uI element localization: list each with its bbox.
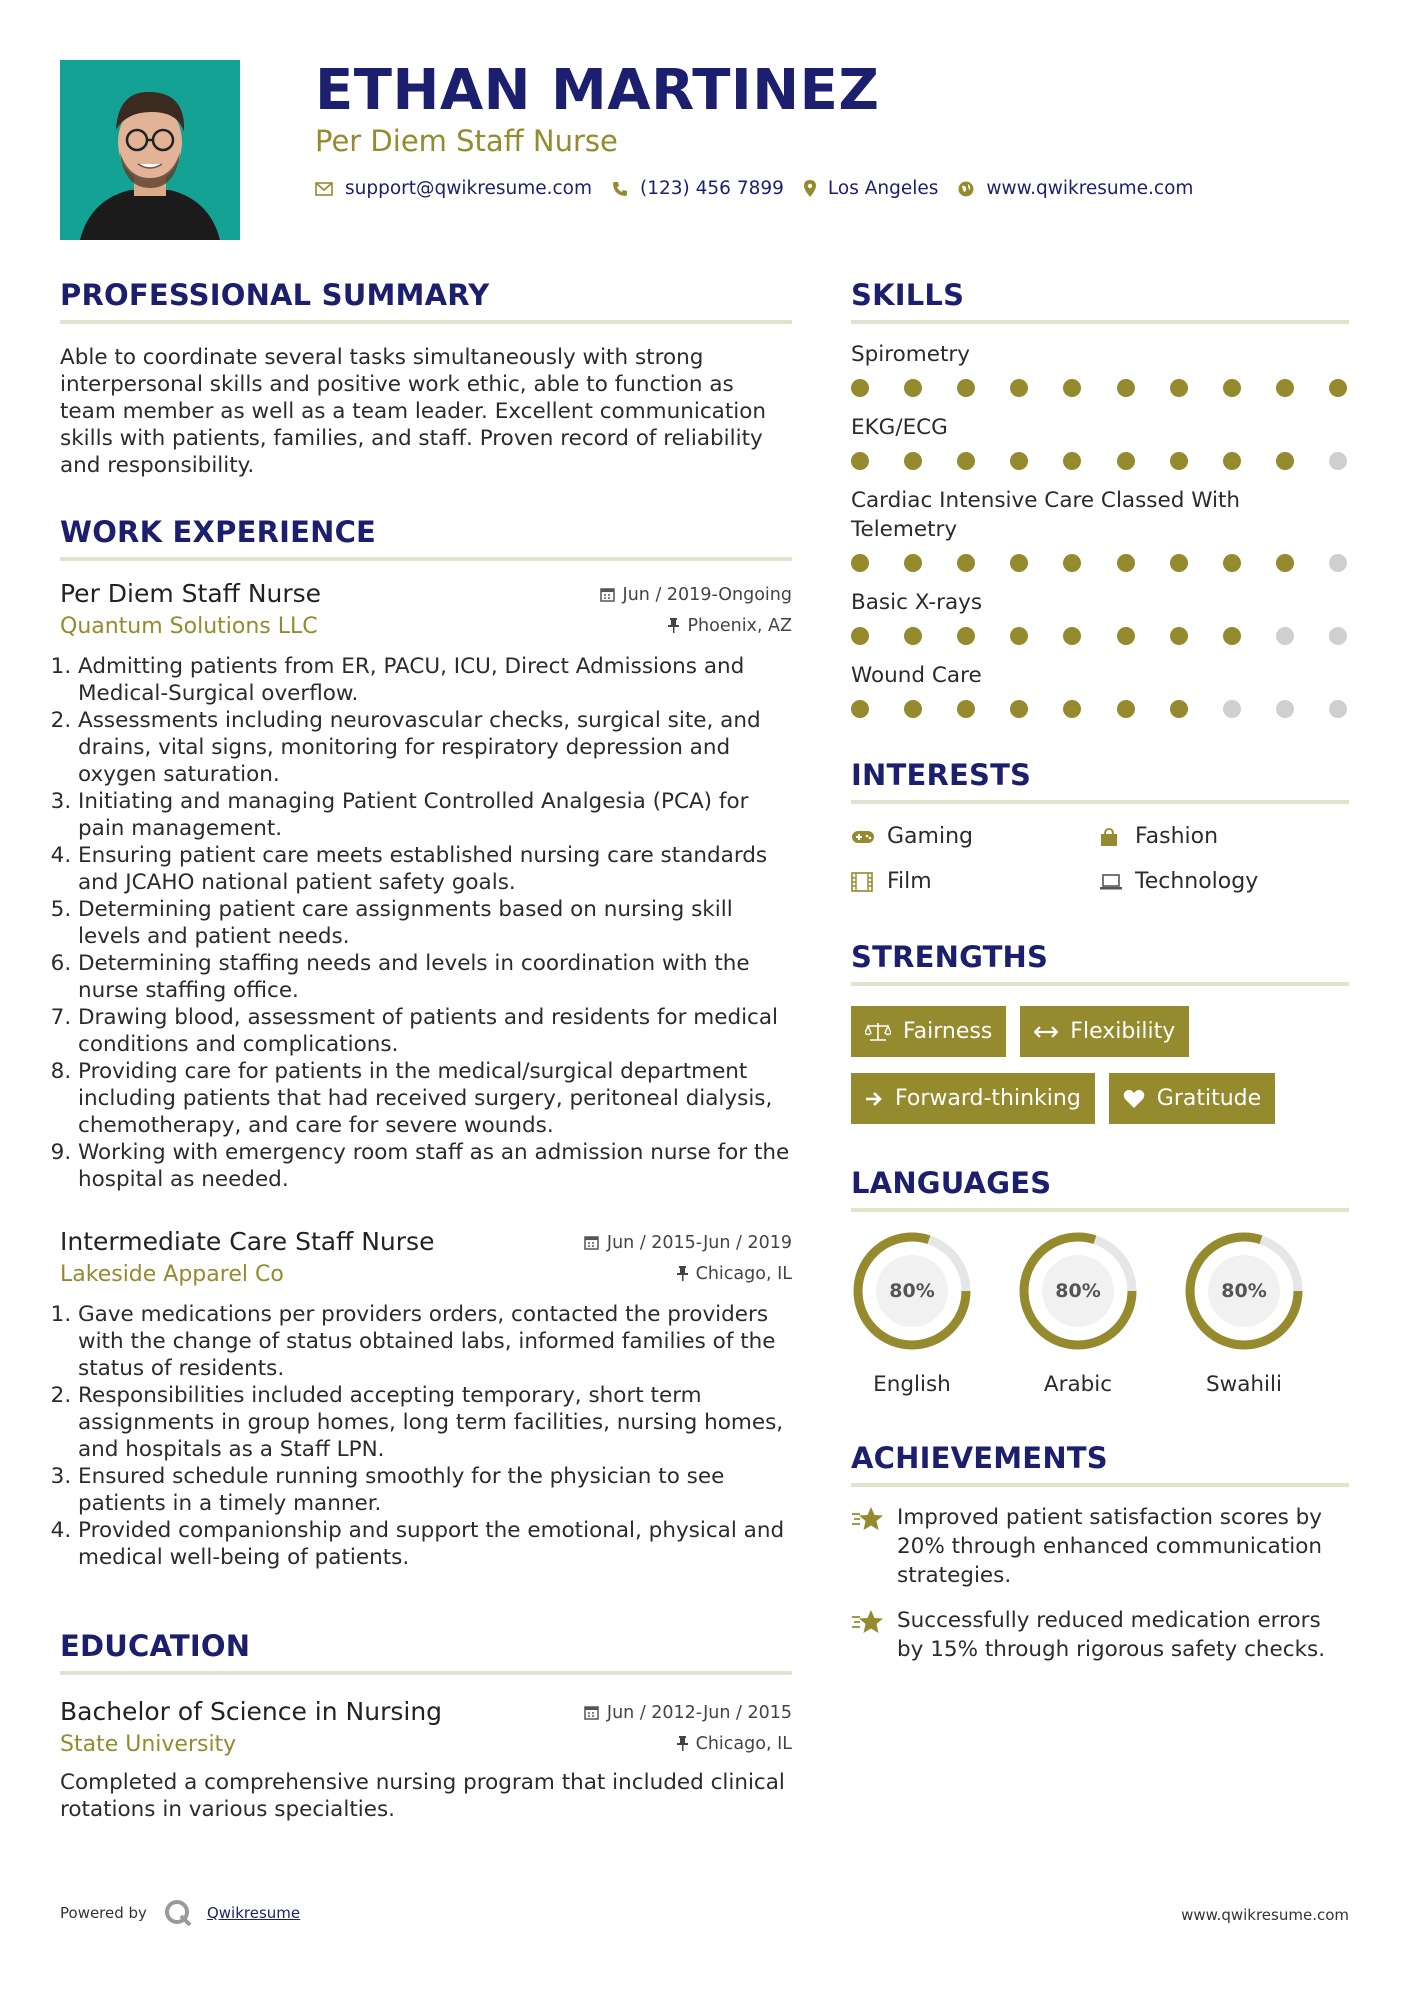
interest-item	[851, 824, 1099, 849]
job-location	[677, 1264, 792, 1284]
list-item: 2. Assessments including neurovascular checks, surgical site, and drains, vital signs, monitoring for respiratory depression and oxygen saturation.	[78, 707, 792, 788]
interest-item	[1099, 869, 1347, 894]
list-item: 8. Providing care for patients in the medical/surgical department including patients that had received surgery, peritoneal dialysis, chemotherapy, and care for severe wounds.	[78, 1058, 792, 1139]
list-item: 3. Ensured schedule running smoothly for the physician to see patients in a timely manner.	[78, 1463, 792, 1517]
strength-label: Forward-thinking	[895, 1086, 1081, 1111]
pin-icon	[677, 1736, 688, 1751]
star-icon	[851, 1606, 897, 1664]
languages-section	[851, 1166, 1349, 1397]
skill-item	[851, 661, 1349, 718]
language-percent: 80%	[1055, 1280, 1101, 1302]
degree-title: Bachelor of Science in Nursing	[60, 1697, 443, 1726]
rating-dot-filled	[1063, 554, 1081, 572]
rating-dot-filled	[1329, 379, 1347, 397]
contact-location	[804, 178, 939, 199]
rating-dot-filled	[1010, 554, 1028, 572]
strength-tag	[851, 1073, 1095, 1124]
language-progress-ring	[1017, 1230, 1139, 1352]
skill-rating	[851, 554, 1349, 572]
strength-label: Fairness	[903, 1019, 993, 1044]
skills-section	[851, 278, 1349, 718]
achievement-text: Successfully reduced medication errors by 15% through rigorous safety checks.	[897, 1608, 1326, 1662]
arrow-right-icon	[865, 1091, 883, 1107]
job-dates-text: Jun / 2019-Ongoing	[622, 584, 792, 605]
summary-section	[60, 278, 792, 479]
list-item: 5. Determining patient care assignments based on nursing skill levels and patient needs.	[78, 896, 792, 950]
rating-dot-filled	[1010, 700, 1028, 718]
language-name: English	[873, 1372, 951, 1397]
interest-label: Gaming	[887, 824, 973, 849]
calendar-icon	[600, 587, 615, 602]
skill-name: Cardiac Intensive Care Classed With Telemetry	[851, 488, 1241, 542]
rating-dot-filled	[1276, 554, 1294, 572]
rating-dot-filled	[851, 627, 869, 645]
calendar-icon	[584, 1705, 599, 1720]
rating-dot-filled	[1223, 554, 1241, 572]
strength-tag	[1020, 1006, 1189, 1057]
left-column	[60, 278, 792, 1823]
school-name: State University	[60, 1732, 237, 1757]
language-percent: 80%	[1221, 1280, 1267, 1302]
job-dates-text: Jun / 2015-Jun / 2019	[606, 1232, 792, 1253]
strength-tag	[851, 1006, 1006, 1057]
rating-dot-filled	[1117, 452, 1135, 470]
achievement-item	[851, 1503, 1349, 1590]
rating-dot-filled	[1063, 627, 1081, 645]
arrows-horizontal-icon	[1034, 1026, 1058, 1038]
interest-label: Film	[887, 869, 932, 894]
email-text: support@qwikresume.com	[345, 178, 592, 199]
star-icon	[851, 1503, 897, 1590]
company-name: Quantum Solutions LLC	[60, 614, 318, 639]
skill-name: Wound Care	[851, 663, 982, 688]
strengths-heading: STRENGTHS	[851, 940, 1349, 986]
rating-dot-filled	[851, 379, 869, 397]
rating-dot-filled	[957, 554, 975, 572]
list-item: 2. Responsibilities included accepting temporary, short term assignments in group homes, long term facilities, nursing homes, and hospitals as a Staff LPN.	[78, 1382, 792, 1463]
contact-bar	[315, 178, 1213, 199]
rating-dot-filled	[1010, 627, 1028, 645]
rating-dot-filled	[1170, 554, 1188, 572]
rating-dot-filled	[1276, 452, 1294, 470]
skill-rating	[851, 627, 1349, 645]
calendar-icon	[584, 1235, 599, 1250]
interests-section	[851, 758, 1349, 894]
job-bullets	[60, 1301, 792, 1571]
laptop-icon	[1099, 874, 1135, 890]
balance-scale-icon	[865, 1022, 891, 1042]
achievement-text: Improved patient satisfaction scores by 20% through enhanced communication strategies.	[897, 1505, 1323, 1588]
job-entry	[60, 1227, 792, 1571]
strength-label: Gratitude	[1156, 1086, 1262, 1111]
job-location-text: Chicago, IL	[695, 1263, 792, 1284]
languages-list	[851, 1230, 1349, 1397]
rating-dot-filled	[1063, 452, 1081, 470]
rating-dot-filled	[904, 554, 922, 572]
rating-dot-filled	[1117, 627, 1135, 645]
rating-dot-filled	[1117, 554, 1135, 572]
contact-phone[interactable]	[612, 178, 784, 199]
contact-website[interactable]	[958, 178, 1193, 199]
rating-dot-empty	[1276, 700, 1294, 718]
footer-powered-by	[60, 1898, 300, 1928]
language-item	[1017, 1230, 1183, 1397]
rating-dot-filled	[957, 700, 975, 718]
job-title: Per Diem Staff Nurse	[60, 579, 322, 608]
phone-text: (123) 456 7899	[640, 178, 784, 199]
globe-icon	[958, 181, 974, 197]
skill-rating	[851, 700, 1349, 718]
list-item: 3. Initiating and managing Patient Controlled Analgesia (PCA) for pain management.	[78, 788, 792, 842]
brand-link[interactable]: Qwikresume	[206, 1904, 301, 1922]
rating-dot-filled	[1223, 627, 1241, 645]
language-progress-ring	[1183, 1230, 1305, 1352]
languages-heading: LANGUAGES	[851, 1166, 1349, 1212]
rating-dot-empty	[1329, 554, 1347, 572]
rating-dot-empty	[1329, 452, 1347, 470]
pin-icon	[677, 1266, 688, 1281]
skill-item	[851, 486, 1349, 572]
list-item: 9. Working with emergency room staff as an admission nurse for the hospital as needed.	[78, 1139, 792, 1193]
rating-dot-empty	[1223, 700, 1241, 718]
skill-rating	[851, 452, 1349, 470]
achievements-section	[851, 1441, 1349, 1664]
rating-dot-filled	[851, 700, 869, 718]
rating-dot-filled	[1117, 379, 1135, 397]
phone-icon	[612, 181, 628, 197]
job-dates	[600, 585, 792, 605]
language-name: Arabic	[1043, 1372, 1113, 1397]
achievement-item	[851, 1606, 1349, 1664]
candidate-name: ETHAN MARTINEZ	[315, 58, 880, 123]
rating-dot-filled	[957, 379, 975, 397]
strength-tag	[1109, 1073, 1275, 1124]
strength-label: Flexibility	[1070, 1019, 1176, 1044]
education-heading: EDUCATION	[60, 1629, 792, 1675]
envelope-icon	[315, 182, 333, 196]
language-progress-ring	[851, 1230, 973, 1352]
rating-dot-filled	[851, 452, 869, 470]
rating-dot-filled	[904, 700, 922, 718]
rating-dot-filled	[957, 452, 975, 470]
interest-item	[1099, 824, 1347, 849]
skill-name: EKG/ECG	[851, 415, 948, 440]
rating-dot-empty	[1329, 627, 1347, 645]
interest-label: Fashion	[1135, 824, 1219, 849]
job-entry	[60, 579, 792, 1193]
education-location	[677, 1734, 792, 1754]
rating-dot-filled	[1010, 379, 1028, 397]
rating-dot-filled	[1063, 379, 1081, 397]
skill-name: Basic X-rays	[851, 590, 983, 615]
strengths-section	[851, 940, 1349, 1140]
rating-dot-filled	[957, 627, 975, 645]
rating-dot-filled	[851, 554, 869, 572]
education-dates	[584, 1703, 792, 1723]
interests-heading: INTERESTS	[851, 758, 1349, 804]
rating-dot-empty	[1276, 627, 1294, 645]
list-item: 1. Admitting patients from ER, PACU, ICU, Direct Admissions and Medical-Surgical overflow.	[78, 653, 792, 707]
job-location-text: Phoenix, AZ	[687, 615, 792, 636]
rating-dot-filled	[904, 452, 922, 470]
rating-dot-filled	[1223, 379, 1241, 397]
rating-dot-filled	[1223, 452, 1241, 470]
experience-heading: WORK EXPERIENCE	[60, 515, 792, 561]
rating-dot-filled	[904, 379, 922, 397]
footer-website[interactable]: www.qwikresume.com	[1181, 1906, 1349, 1924]
summary-text: Able to coordinate several tasks simultaneously with strong interpersonal skills and positive work ethic, able to function as team member as well as a team leader. Excellent communication skills with patients, families, and staff. Proven record of reliability and responsibility.	[60, 345, 767, 478]
education-dates-text: Jun / 2012-Jun / 2015	[606, 1702, 792, 1723]
summary-heading: PROFESSIONAL SUMMARY	[60, 278, 792, 324]
rating-dot-filled	[1063, 700, 1081, 718]
job-dates	[584, 1233, 792, 1253]
qwikresume-logo-icon	[163, 1898, 193, 1928]
skill-item	[851, 588, 1349, 645]
map-marker-icon	[804, 180, 816, 197]
rating-dot-filled	[1170, 379, 1188, 397]
skill-item	[851, 340, 1349, 397]
skills-list	[851, 340, 1349, 718]
interest-label: Technology	[1135, 869, 1259, 894]
job-title: Intermediate Care Staff Nurse	[60, 1227, 435, 1256]
rating-dot-filled	[1170, 452, 1188, 470]
film-icon	[851, 872, 887, 892]
list-item: 4. Ensuring patient care meets established nursing care standards and JCAHO national patient safety goals.	[78, 842, 792, 896]
job-location	[668, 616, 792, 636]
pin-icon	[668, 618, 679, 633]
education-location-text: Chicago, IL	[695, 1733, 792, 1754]
list-item: 7. Drawing blood, assessment of patients and residents for medical conditions and complications.	[78, 1004, 792, 1058]
skill-item	[851, 413, 1349, 470]
language-item	[1183, 1230, 1349, 1397]
interest-item	[851, 869, 1099, 894]
profile-photo	[60, 60, 240, 240]
skill-name: Spirometry	[851, 342, 970, 367]
rating-dot-filled	[1276, 379, 1294, 397]
right-column	[851, 278, 1349, 1664]
rating-dot-filled	[1010, 452, 1028, 470]
company-name: Lakeside Apparel Co	[60, 1262, 284, 1287]
rating-dot-filled	[1117, 700, 1135, 718]
gamepad-icon	[851, 829, 887, 845]
skill-rating	[851, 379, 1349, 397]
language-percent: 80%	[889, 1280, 935, 1302]
education-section	[60, 1629, 792, 1823]
candidate-title: Per Diem Staff Nurse	[315, 124, 618, 158]
list-item: 6. Determining staffing needs and levels in coordination with the nurse staffing office.	[78, 950, 792, 1004]
achievements-heading: ACHIEVEMENTS	[851, 1441, 1349, 1487]
contact-email[interactable]	[315, 178, 592, 199]
education-description: Completed a comprehensive nursing program that included clinical rotations in various specialties.	[60, 1770, 785, 1822]
rating-dot-empty	[1329, 700, 1347, 718]
language-item	[851, 1230, 1017, 1397]
experience-section	[60, 515, 792, 1571]
powered-by-text: Powered by	[60, 1904, 147, 1922]
job-bullets	[60, 653, 792, 1193]
skills-heading: SKILLS	[851, 278, 1349, 324]
language-name: Swahili	[1206, 1372, 1282, 1397]
list-item: 4. Provided companionship and support the emotional, physical and medical well-being of patients.	[78, 1517, 792, 1571]
location-text: Los Angeles	[827, 178, 939, 199]
website-text: www.qwikresume.com	[986, 178, 1194, 199]
heart-icon	[1123, 1089, 1145, 1109]
shopping-bag-icon	[1099, 827, 1135, 847]
rating-dot-filled	[1170, 700, 1188, 718]
rating-dot-filled	[904, 627, 922, 645]
rating-dot-filled	[1170, 627, 1188, 645]
list-item: 1. Gave medications per providers orders, contacted the providers with the change of status obtained labs, informed families of the status of residents.	[78, 1301, 792, 1382]
